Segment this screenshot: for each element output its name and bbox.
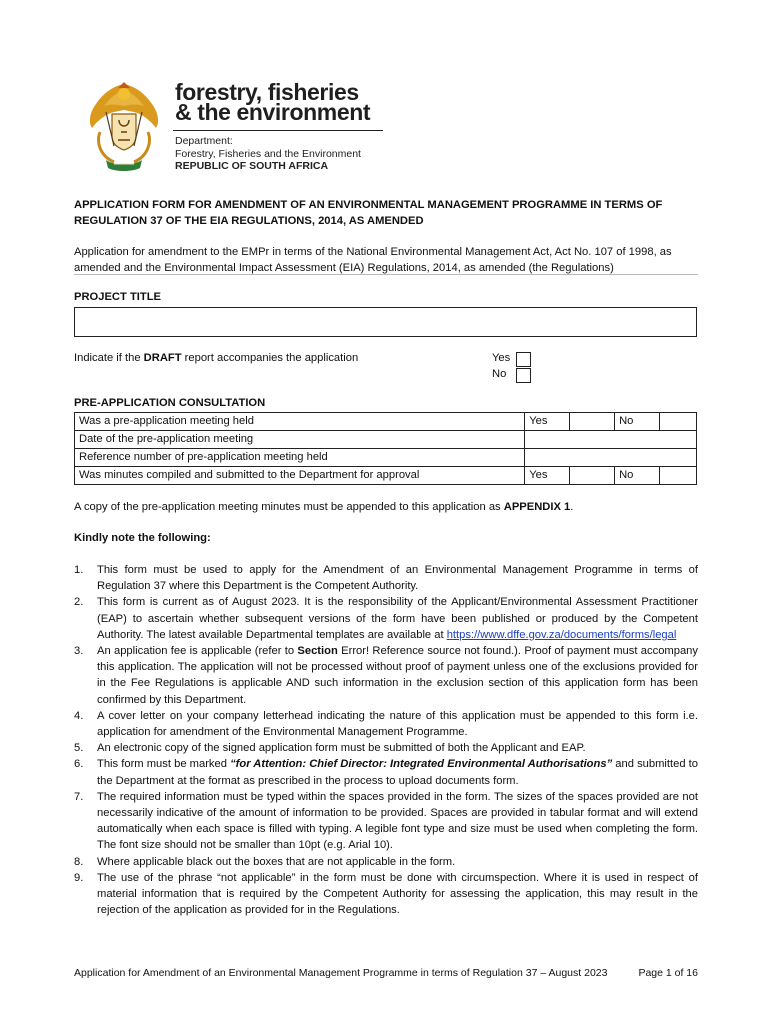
country-name: REPUBLIC OF SOUTH AFRICA	[175, 160, 329, 172]
list-item	[74, 740, 698, 756]
notes-heading: Kindly note the following:	[74, 532, 211, 544]
draft-yes-checkbox[interactable]	[516, 352, 531, 367]
list-number: 2.	[74, 596, 84, 609]
brand-name-line-2: & the environment	[175, 99, 371, 125]
table-row	[75, 467, 697, 485]
no-label-cell: No	[615, 467, 660, 485]
draft-yes-label: Yes	[492, 352, 511, 364]
consultation-label: PRE-APPLICATION CONSULTATION	[74, 397, 266, 409]
list-number: 7.	[74, 790, 84, 803]
list-item	[74, 870, 698, 919]
yes-answer-cell[interactable]	[570, 467, 615, 485]
list-number: 3.	[74, 645, 84, 658]
no-answer-cell[interactable]	[660, 467, 697, 485]
table-row	[75, 413, 697, 431]
note-text: and submitted to the Department at the format as prescribed in the process to upload documents form.	[97, 758, 699, 787]
department-block	[175, 135, 361, 173]
department-name: Forestry, Fisheries and the Environment	[175, 147, 361, 160]
draft-question-text-b: report accompanies the application	[181, 352, 359, 364]
list-item	[74, 594, 698, 643]
note-text: Where applicable black out the boxes that are not applicable in the form.	[97, 855, 456, 868]
draft-no-checkbox[interactable]	[516, 368, 531, 383]
appendix-note	[74, 501, 573, 513]
reference-number-field[interactable]	[525, 449, 697, 467]
notes-list	[74, 562, 698, 918]
list-number: 5.	[74, 742, 84, 755]
project-title-field[interactable]	[74, 307, 697, 337]
list-item	[74, 789, 698, 854]
yes-label-cell: Yes	[525, 413, 570, 431]
list-number: 9.	[74, 871, 84, 884]
list-item	[74, 643, 698, 708]
document-title: APPLICATION FORM FOR AMENDMENT OF AN ENVIRONMENTAL MANAGEMENT PROGRAMME IN TERMS OF REGULATION 37 OF THE EIA REGULATIONS, 2014, AS AMENDED	[74, 199, 663, 227]
note-text: An application fee is applicable (refer to	[97, 645, 298, 658]
note-text: A cover letter on your company letterhead indicating the nature of this application must be appended to this form i.e. application for amendment of the Environmental Management Programme.	[97, 709, 698, 739]
consultation-question: Reference number of pre-application meeting held	[75, 449, 525, 467]
department-label: Department:	[175, 135, 233, 147]
list-number: 6.	[74, 758, 84, 771]
note-text: The required information must be typed within the spaces provided in the form. The sizes of the spaces provided are not necessarily indicative of the amount of information to be provided. Spaces are provided in tabular format and will extend automatically when each space is filled with typing. A legible font type and size must be used when completing the form. The font size should not be smaller than 10pt (e.g. Arial 10).	[97, 790, 698, 852]
draft-question-bold: DRAFT	[143, 352, 182, 364]
draft-question-text-a: Indicate if the	[74, 352, 144, 364]
appendix-text: A copy of the pre-application meeting minutes must be appended to this application as	[74, 501, 504, 513]
letterhead	[84, 78, 404, 174]
list-number: 4.	[74, 709, 84, 722]
section-divider	[74, 274, 698, 275]
brand-divider	[173, 130, 383, 131]
note-bold-italic: “for Attention: Chief Director: Integrated Environmental Authorisations”	[230, 758, 613, 771]
note-text: The use of the phrase “not applicable” in the form must be done with circumspection. Where it is used in respect of material information that is required by the Competent Authority for assessing the application, this may result in the rejection of the application as provided for in the Regulations.	[97, 871, 698, 917]
intro-paragraph: Application for amendment to the EMPr in terms of the National Environmental Management Act, Act No. 107 of 1998, as amended and the Environmental Impact Assessment (EIA) Regulations, 2014, as amended (the Regulations)	[74, 246, 672, 274]
no-answer-cell[interactable]	[660, 413, 697, 431]
note-text: Error! Reference source not found.). Proof of payment must accompany this application. The application will not be processed without proof of payment unless one of the exclusions provided for in the Fee Regulations is applicable AND such information in the exclusion section of this application form has been confirmed by this Department.	[97, 645, 698, 706]
list-item	[74, 854, 698, 870]
draft-question	[74, 352, 358, 364]
note-bold: Section	[297, 645, 338, 658]
appendix-ref: APPENDIX 1	[503, 501, 571, 513]
consultation-question: Was minutes compiled and submitted to the Department for approval	[75, 467, 525, 485]
note-text: An electronic copy of the signed application form must be submitted of both the Applicant and EAP.	[97, 742, 586, 755]
footer-title: Application for Amendment of an Environmental Management Programme in terms of Regulation 37 – August 2023	[74, 967, 608, 979]
project-title-label: PROJECT TITLE	[74, 291, 162, 303]
list-item	[74, 756, 698, 788]
consultation-table	[74, 412, 697, 485]
table-row	[75, 431, 697, 449]
coat-of-arms-logo	[84, 80, 164, 172]
list-item	[74, 708, 698, 740]
consultation-question: Was a pre-application meeting held	[75, 413, 525, 431]
list-number: 1.	[74, 564, 84, 576]
yes-answer-cell[interactable]	[570, 413, 615, 431]
list-number: 8.	[74, 855, 84, 868]
note-text: This form is current as of August 2023. It is the responsibility of the Applicant/Environmental Assessment Practitioner (EAP) to ascertain whether subsequent versions of the form have been published or produced by the Competent Authority. The latest available Departmental templates are available at	[97, 596, 698, 641]
appendix-end: .	[570, 501, 574, 513]
note-text: This form must be used to apply for the Amendment of an Environmental Management Programme in terms of Regulation 37 where this Department is the Competent Authority.	[97, 564, 698, 593]
list-item	[74, 562, 698, 594]
page-number: Page 1 of 16	[638, 967, 698, 979]
draft-no-label: No	[492, 368, 507, 380]
templates-link[interactable]: https://www.dffe.gov.za/documents/forms/legal	[446, 628, 677, 641]
meeting-date-field[interactable]	[525, 431, 697, 449]
note-text: This form must be marked	[97, 758, 231, 771]
no-label-cell: No	[615, 413, 660, 431]
yes-label-cell: Yes	[525, 467, 570, 485]
consultation-question: Date of the pre-application meeting	[75, 431, 525, 449]
brand-name-line-1: forestry, fisheries	[175, 79, 359, 105]
table-row	[75, 449, 697, 467]
